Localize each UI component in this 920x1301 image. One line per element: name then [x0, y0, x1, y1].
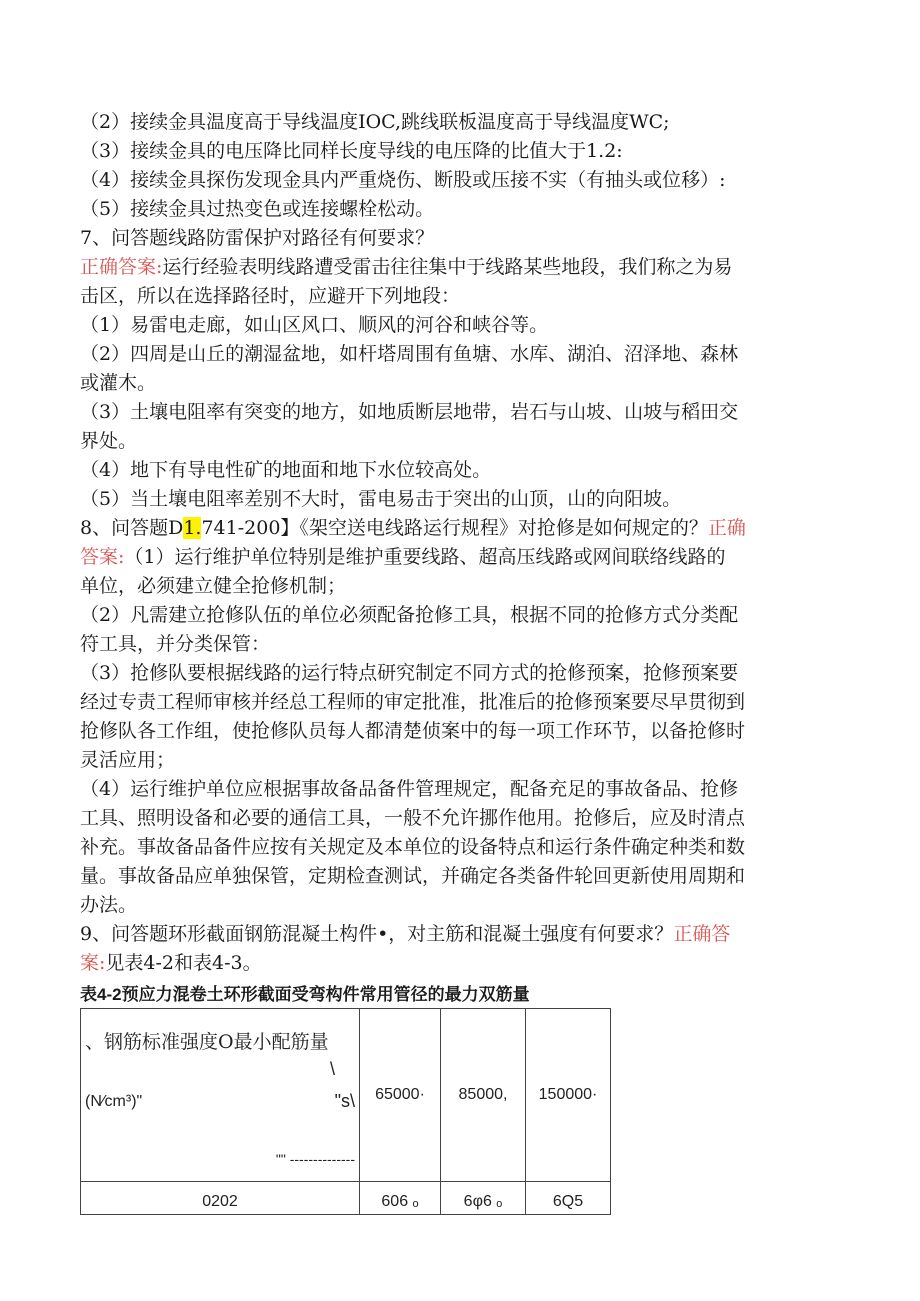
- table-row: [81, 1182, 611, 1215]
- text-line: 符工具，并分类保管：: [80, 633, 271, 655]
- text-line: （4）运行维护单位应根据事故备品备件管理规定，配备充足的事故备品、抢修: [80, 778, 739, 800]
- header-unit: (N∕cm³)": [85, 1093, 143, 1110]
- highlight-mark: 1.: [183, 517, 202, 539]
- text-line: 工具、照明设备和必要的通信工具，一般不允许挪作他用。抢修后，应及时清点: [80, 807, 746, 829]
- answer-label: 正确答案:: [80, 256, 163, 278]
- text-line: （5）接续金具过热变色或连接螺栓松动。: [80, 198, 435, 220]
- table-caption: 表4-2预应力混卷土环形截面受弯构件常用管径的最力双筋量: [80, 985, 530, 1004]
- text-line: 单位，必须建立健全抢修机制；: [80, 575, 347, 597]
- table-header-cell: 65000·: [360, 1009, 441, 1182]
- text-line: （1）易雷电走廊，如山区风口、顺风的河谷和峡谷等。: [80, 314, 549, 336]
- answer-label: 案:: [80, 952, 106, 974]
- text-line: （3）土壤电阻率有突变的地方，如地质断层地带，岩石与山坡、山坡与稻田交: [80, 401, 739, 423]
- text-line: （3）抢修队要根据线路的运行特点研究制定不同方式的抢修预案，抢修预案要: [80, 662, 739, 684]
- text-line: （4）地下有导电性矿的地面和地下水位较高处。: [80, 459, 492, 481]
- answer-line: 案:见表4-2和表4-3。: [80, 952, 262, 974]
- text-line: 击区，所以在选择路径时，应避开下列地段：: [80, 285, 461, 307]
- table-header-cell: 85000,: [441, 1009, 526, 1182]
- table-header-cell: 150000·: [526, 1009, 611, 1182]
- question-8: 8、问答题D1.741-200】《架空送电线路运行规程》对抢修是如何规定的？正确: [80, 517, 746, 539]
- question-9: 9、问答题环形截面钢筋混凝土构件•，对主筋和混凝土强度有何要求？正确答: [80, 923, 731, 945]
- table-cell: 606 ₒ: [360, 1182, 441, 1215]
- text-line: 补充。事故备品备件应按有关规定及本单位的设备特点和运行条件确定种类和数: [80, 836, 746, 858]
- header-rule: "" --------------: [275, 1151, 355, 1167]
- text-line: 灵活应用；: [80, 749, 176, 771]
- document-page: [80, 108, 840, 1215]
- text-line: 界处。: [80, 430, 138, 452]
- table-cell: 6φ6 ₒ: [441, 1182, 526, 1215]
- answer-line: 答案:（1）运行维护单位特别是维护重要线路、超高压线路或网间联络线路的: [80, 546, 726, 568]
- header-slash: \: [329, 1059, 335, 1079]
- text-line: 或灌木。: [80, 372, 157, 394]
- text-line: 量。事故备品应单独保管，定期检查测试，并确定各类备件轮回更新使用周期和: [80, 865, 746, 887]
- table-cell: 6Q5: [526, 1182, 611, 1215]
- text-line: （3）接续金具的电压降比同样长度导线的电压降的比值大于1.2:: [80, 140, 623, 162]
- text-line: （2）接续金具温度高于导线温度IOC,跳线联板温度高于导线温度WC;: [80, 111, 670, 133]
- question-7: 7、问答题线路防雷保护对路径有何要求？: [80, 227, 435, 249]
- answer-label: 正确答: [673, 923, 731, 945]
- text-line: 办法。: [80, 894, 138, 916]
- answer-label: 答案:: [80, 546, 125, 568]
- answer-label: 正确: [707, 517, 746, 539]
- text-line: （5）当土壤电阻率差别不大时，雷电易击于突出的山顶，山的向阳坡。: [80, 488, 682, 510]
- header-mark: "s\: [334, 1091, 355, 1111]
- text-line: 抢修队各工作组，使抢修队员每人都清楚侦案中的每一项工作环节，以备抢修时: [80, 720, 746, 742]
- text-line: （2）凡需建立抢修队伍的单位必须配备抢修工具，根据不同的抢修方式分类配: [80, 604, 739, 626]
- text-line: （2）四周是山丘的潮湿盆地，如杆塔周围有鱼塘、水库、湖泊、沼泽地、森林: [80, 343, 739, 365]
- table-cell: 0202: [81, 1182, 360, 1215]
- reinforcement-table: [80, 1008, 611, 1215]
- answer-line: 正确答案:运行经验表明线路遭受雷击往往集中于线路某些地段，我们称之为易: [80, 256, 733, 278]
- text-line: 经过专责工程师审核并经总工程师的审定批准，批准后的抢修预案要尽早贯彻到: [80, 691, 746, 713]
- table-header-row: [81, 1009, 611, 1182]
- header-label: 、钢筋标准强度O最小配筋量: [85, 1031, 329, 1053]
- diagonal-header-cell: [81, 1009, 360, 1182]
- text-line: （4）接续金具探伤发现金具内严重烧伤、断股或压接不实（有抽头或位移）:: [80, 169, 726, 191]
